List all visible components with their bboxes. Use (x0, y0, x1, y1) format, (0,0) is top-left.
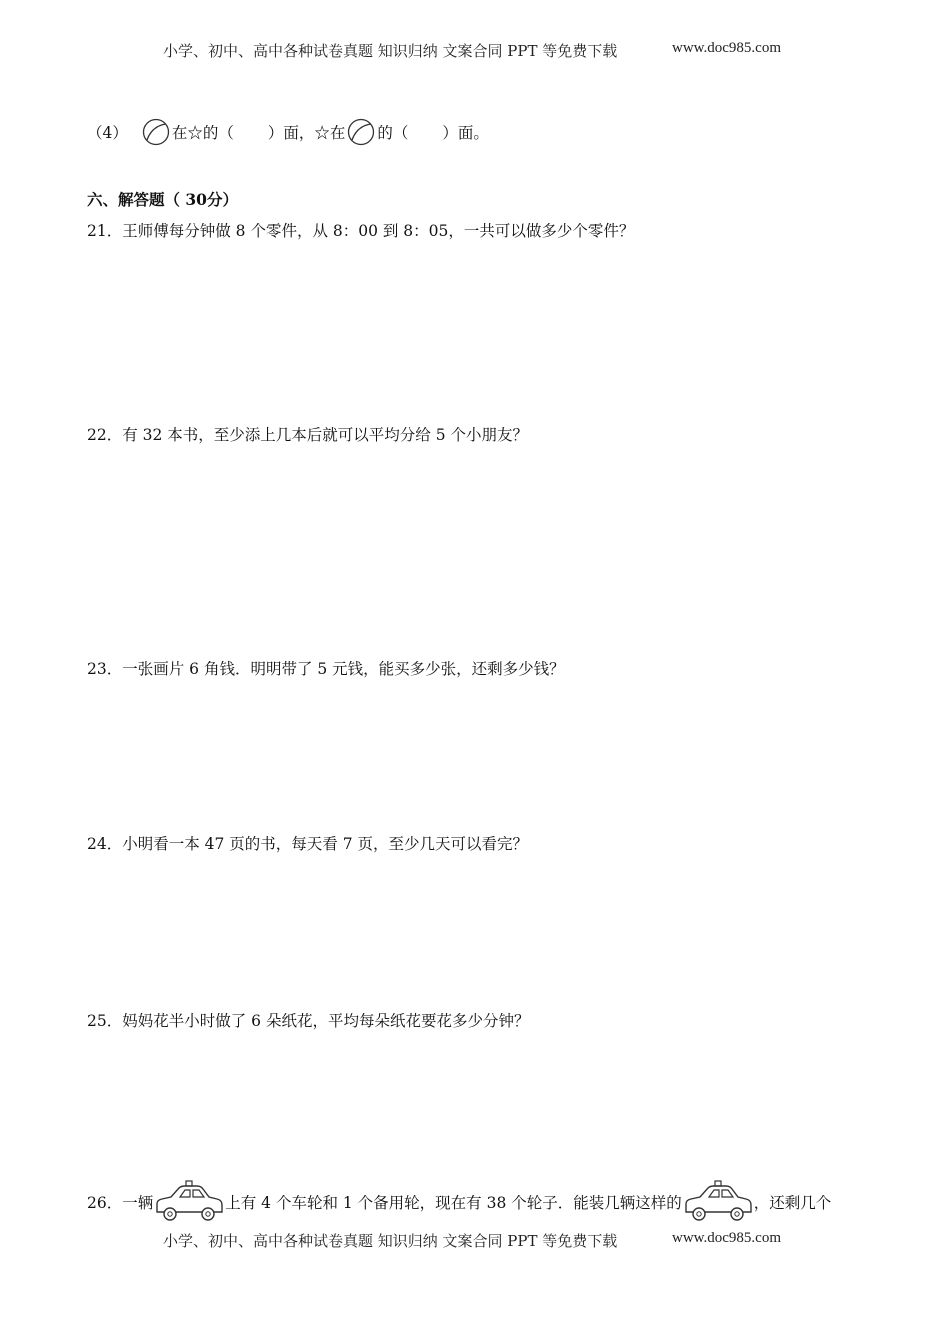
question-4-text-a: 在☆的（ (171, 124, 234, 142)
footer-text: 小学、初中、高中各种试卷真题 知识归纳 文案合同 PPT 等免费下载 (163, 1232, 618, 1250)
section-title: 六、解答题（ 30分） (87, 190, 238, 209)
question-26-part-b: 上有 4 个车轮和 1 个备用轮，现在有 38 个轮子．能装几辆这样的 (225, 1194, 682, 1212)
question-4-prefix: （4） (87, 124, 128, 142)
header-url: www.doc985.com (672, 40, 782, 56)
question-4-text-d: ）面。 (442, 124, 489, 142)
footer-url: www.doc985.com (672, 1230, 782, 1246)
question-4-text-c: 的（ (377, 124, 409, 142)
question-21: 21．王师傅每分钟做 8 个零件，从 8：00 到 8：05，一共可以做多少个零件？ (87, 222, 635, 240)
car-icon (682, 1180, 754, 1224)
ball-icon (142, 118, 170, 146)
question-25: 25．妈妈花半小时做了 6 朵纸花，平均每朵纸花要花多少分钟？ (87, 1012, 530, 1030)
question-26-line (87, 1180, 831, 1224)
question-4-line (87, 118, 489, 146)
header-text: 小学、初中、高中各种试卷真题 知识归纳 文案合同 PPT 等免费下载 (163, 42, 618, 60)
car-icon (153, 1180, 225, 1224)
ball-icon (347, 118, 375, 146)
question-26-part-a: 26．一辆 (87, 1194, 154, 1212)
question-4-text-b: ）面，☆在 (267, 124, 346, 142)
question-23: 23．一张画片 6 角钱．明明带了 5 元钱，能买多少张，还剩多少钱？ (87, 660, 565, 678)
question-26-part-c: ，还剩几个 (753, 1194, 832, 1212)
question-24: 24．小明看一本 47 页的书，每天看 7 页，至少几天可以看完？ (87, 835, 529, 853)
question-22: 22．有 32 本书，至少添上几本后就可以平均分给 5 个小朋友？ (87, 426, 529, 444)
